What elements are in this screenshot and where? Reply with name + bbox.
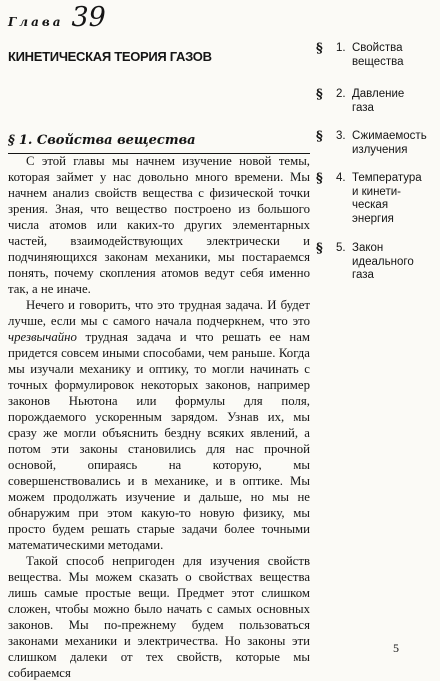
paragraph-text: Нечего и говорить, что это трудная задача. И будет лучше, если мы с самого начала подчеркнем, что это (8, 298, 310, 328)
contents-item-number: 1. (336, 42, 346, 54)
section-mark: § (316, 171, 323, 186)
chapter-word: Глава (8, 15, 64, 29)
section-title: 1. Свойства вещества (18, 133, 196, 148)
body-text (8, 153, 310, 681)
contents-item (316, 88, 440, 115)
paragraph-text: С этой главы мы начнем изучение новой темы, которая займет у нас довольно много времени. Мы начнем анализ свойств вещества с физической точки зрения. Зная, что вещество построено из большого числа атомов или каких-то других элементарных частей, взаимодействующих электрически и подчиняющихся законам механики, мы постараемся понять, почему скопления атомов ведут себя именно так, а не иначе. (8, 154, 310, 296)
contents-item (316, 130, 440, 157)
section-mark: § (316, 129, 323, 144)
page-number: 5 (393, 641, 399, 655)
section-mark: § (316, 87, 323, 102)
section-mark: § (8, 133, 15, 148)
chapter-title: КИНЕТИЧЕСКАЯ ТЕОРИЯ ГАЗОВ (8, 49, 212, 64)
section-mark: § (316, 241, 323, 256)
contents-item-label: Температура и кинети- ческая энергия (352, 172, 422, 225)
contents-item-label: Давление газа (352, 88, 405, 114)
contents-item-label: Сжимаемость излучения (352, 130, 427, 156)
contents-item-number: 5. (336, 242, 346, 254)
paragraph (8, 297, 310, 553)
contents-item (316, 242, 440, 283)
chapter-number: 39 (71, 2, 106, 33)
contents-item (316, 42, 440, 69)
contents-item-number: 4. (336, 172, 346, 184)
contents-item-label: Закон идеального газа (352, 242, 414, 281)
contents-item-label: Свойства вещества (352, 42, 404, 68)
paragraph-text: трудная задача и что решать ее нам придется совсем иными способами, чем раньше. Когда мы изучали механику и оптику, то могли начинать с точных формулировок некоторых законов, например законов Ньютона или формулы для поля, порождаемого ускоренным зарядом. Узнав их, мы сразу же могли объяснить бездну всяких явлений, а потом эти законы становились для нас прочной основой, опираясь на которую, мы совершенствовались и в механике, и в оптике. Мы можем продолжать изучение и дальше, но мы не обнаружим при этом какую-то новую физику, мы просто будем решать старые задачи более точными математическими методами. (8, 330, 310, 552)
contents-item-number: 3. (336, 130, 346, 142)
contents-item-number: 2. (336, 88, 346, 100)
paragraph (8, 153, 310, 297)
chapter-heading (8, 2, 106, 33)
section-mark: § (316, 41, 323, 56)
paragraph-text: Такой способ непригоден для изучения свойств вещества. Мы можем сказать о свойствах вещества лишь самые простые вещи. Предмет этот слишком сложен, чтобы можно было начать с самых основных законов. Мы по-прежнему будем пользоваться законами механики и электричества. Но законы эти слишком далеки от тех свойств, которые мы собираемся (8, 554, 310, 680)
contents-item (316, 172, 440, 226)
paragraph (8, 553, 310, 681)
emphasis: чрезвычайно (8, 330, 77, 344)
section-heading (8, 133, 196, 148)
